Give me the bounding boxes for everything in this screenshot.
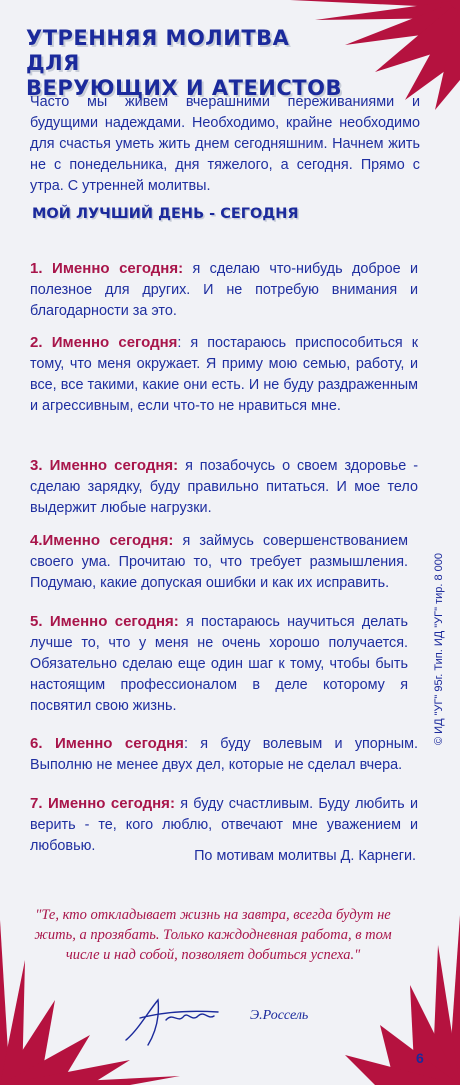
item-text: : я буду волевым и упорным. Выполню не менее двух дел, которые не сделал вчера. [30, 736, 418, 773]
prayer-item [30, 258, 418, 322]
prayer-item [30, 455, 418, 519]
item-text: я займусь совершенствованием своего ума. Прочитаю то, что требует размышления. Подумаю, какие допуская ошибки и как их исправить. [30, 533, 408, 591]
prayer-item [30, 530, 408, 594]
item-lead: 7. Именно сегодня: [30, 795, 175, 812]
prayer-item [30, 611, 408, 717]
item-lead: 3. Именно сегодня: [30, 457, 179, 474]
item-lead: 4.Именно сегодня: [30, 532, 174, 549]
signature-drawing [118, 990, 228, 1050]
prayer-item [30, 733, 418, 776]
page-number: 6 [416, 1050, 424, 1066]
item-text: я сделаю что-нибудь доброе и полезное для других. И не потребую внимания и благодарности за это. [30, 261, 418, 319]
item-lead: 1. Именно сегодня: [30, 260, 184, 277]
item-text: я постараюсь научиться делать лучше то, что у меня не очень хорошо получается. Обязательно сделаю еще один шаг к тому, чтобы быть настоящим профессионалом в деле которому я посвятил свою жизнь. [30, 614, 408, 714]
item-text: : я постараюсь приспособиться к тому, что меня окружает. Я приму мою семью, работу, и все, все такими, какие они есть. И не буду раздраженным и агрессивным, если что-то не нравиться мне. [30, 335, 418, 414]
item-lead: 6. Именно сегодня [30, 735, 184, 752]
title-line-1: УТРЕННЯЯ МОЛИТВА ДЛЯ [26, 26, 290, 75]
attribution: По мотивам молитвы Д. Карнеги. [194, 848, 416, 864]
item-text: я буду счастливым. Буду любить и верить - те, кого люблю, отвечают мне уважением и любовью. [30, 796, 418, 854]
intro-paragraph: Часто мы живем вчерашними переживаниями и будущими надеждами. Необходимо, крайне необходимо для счастья уметь жить днем сегодняшним. Начнем жить не с понедельника, дня тяжелого, а сегодня. Прямо с утра. С утренней молитвы. [30, 94, 420, 194]
item-text: я позабочусь о своем здоровье - сделаю зарядку, буду правильно питаться. И мое тело выдержит любые нагрузки. [30, 458, 418, 516]
section-subheading: МОЙ ЛУЧШИЙ ДЕНЬ - СЕГОДНЯ [32, 206, 299, 222]
closing-quote: "Те, кто откладывает жизнь на завтра, всегда будут не жить, а прозябать. Только каждодневная работа, в том числе и над собой, позволяет добиться успеха." [34, 907, 392, 963]
item-lead: 5. Именно сегодня: [30, 613, 179, 630]
prayer-item [30, 332, 418, 417]
item-lead: 2. Именно сегодня [30, 334, 178, 351]
quote-author: Э.Россель [250, 1008, 309, 1023]
publisher-imprint: © ИД "УГ" 95г. Тип. ИД "УГ" тир. 8 000 [433, 552, 445, 745]
page-title [26, 26, 346, 101]
title-line-2: ВЕРУЮЩИХ И АТЕИСТОВ [26, 76, 342, 100]
